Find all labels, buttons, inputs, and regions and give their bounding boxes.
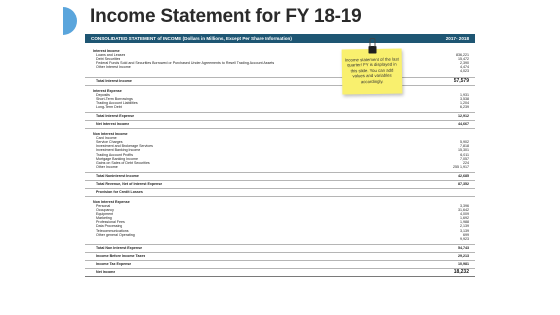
table-header-year: 2017- 2018 [445,36,469,41]
total-row-revenue: Total Revenue, Net of Interest Expense 87,352 [85,181,475,189]
table-row: Other Income 255 1,917 [96,164,469,169]
table-row: Equipment 4,009 [96,212,469,217]
total-row-interest-expense: Total Interest Expense 12,912 [85,112,475,121]
table-row: Data Processing 2,139 [96,224,469,229]
total-row-income-tax: Income Tax Expense 10,981 [85,261,475,269]
total-row-interest-income: Total Interest Income 57,579 [85,77,475,86]
title-accent-bar [63,7,77,35]
table-row: Mortgage Banking Income 7,057 [96,156,469,161]
table-row: 9,923 [460,236,469,241]
table-row: Telecommunications 3,139 [96,228,469,233]
table-row: Deposits 1,931 [96,92,469,97]
total-row-provision: Provision for Credit Losses [85,189,475,197]
section-heading-interest-expense: Interest Expense [93,88,122,93]
table-header [85,34,475,43]
total-row-before-tax: Income Before Income Taxes 29,213 [85,253,475,261]
table-row: Debt Securities 15,472 [96,57,469,62]
table-row: 4,023 [460,69,469,74]
page-title: Income Statement for FY 18-19 [90,6,362,27]
table-row: Other Interest Income 4,474 [96,65,469,70]
table-row: Federal Funds Sold and Securities Borrowed or Purchased Under Agreements to Resell Trading Account Assets 2,390 [96,61,469,66]
total-row-noninterest-income: Total Noninterest Income 42,685 [85,172,475,181]
table-row: Occupancy 31,642 [96,208,469,213]
total-row-noninterest-expense: Total Non Interest Expense 54,743 [85,244,475,253]
table-row: Card Income [96,136,117,141]
table-row: Loans and Leases 836,221 [96,53,469,58]
table-row: Trading Account Liabilities 1,204 [96,100,469,105]
sticky-note-text: Income statement of the last quarter/ FY is displayed in this slide. You can add values and variables accordingly. [344,56,399,84]
table-row: Long-Term Debt 6,239 [96,104,469,109]
section-heading-noninterest-income: Non Interest Income [93,132,128,137]
table-row: Personal 3,396 [96,203,469,208]
total-row-net-income: Net Income 18,232 [85,269,475,277]
table-row: Investment and Brokerage Services 7,818 [96,144,469,149]
section-heading-interest-income: Interest Income [93,49,120,53]
table-row: Investment Banking Income 15,301 [96,148,469,153]
table-row: Professional Fees 1,988 [96,220,469,225]
table-row: Service Charges 5,902 [96,140,469,145]
sticky-note [342,48,403,94]
table-row: Marketing 1,692 [96,216,469,221]
table-row: Other general Operating 699 [96,232,469,237]
table-row: Gains on Sales of Debt Securities 224 [96,160,469,165]
table-row: Trading Account Profits 6,011 [96,152,469,157]
binder-clip-icon [368,38,377,54]
table-header-label: CONSOLIDATED STATEMENT of INCOME (Dollars in Millions, Except Per Share Information) [91,36,292,41]
income-statement-table [85,34,475,277]
table-row: Short-Term Borrowings 3,538 [96,96,469,101]
total-row-net-interest-income: Net Interest Income 44,667 [85,121,475,129]
section-heading-noninterest-expense: Non Interest Expense [93,199,130,204]
